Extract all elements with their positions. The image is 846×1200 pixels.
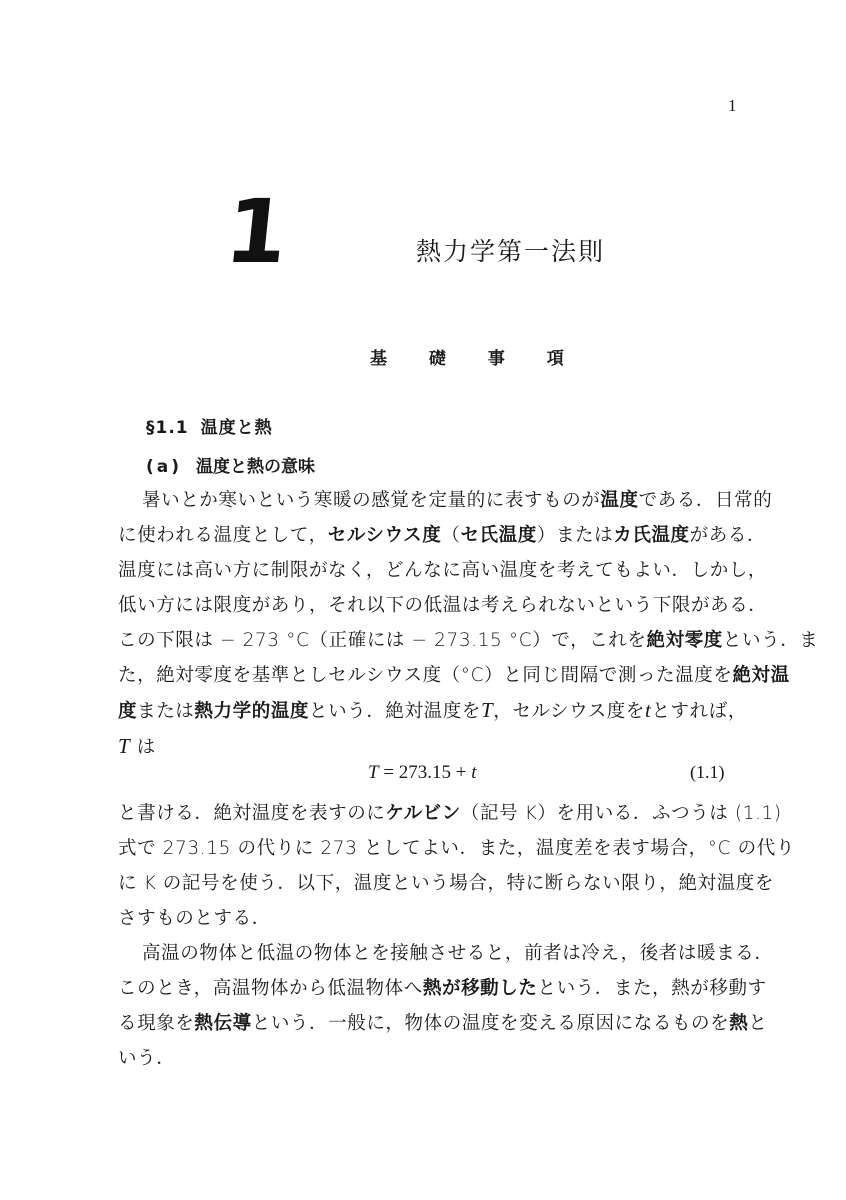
- text-line: 高温の物体と低温の物体とを接触させると，前者は冷え，後者は暖まる．: [142, 943, 774, 964]
- term-heat-transfer: 熱が移動した: [422, 978, 538, 999]
- text-line: さすものとする．: [118, 908, 271, 929]
- term-heat-conduction: 熱伝導: [194, 1013, 252, 1034]
- page-number: 1: [728, 96, 737, 115]
- text-line: 式で 273.15 の代りに 273 としてよい．また，温度差を表す場合，°C の代り: [118, 838, 795, 859]
- text-line: た，絶対零度を基準としセルシウス度（°C）と同じ間隔で測った温度を絶対温: [118, 665, 790, 686]
- term-celsius-alt: セ氏温度: [460, 525, 537, 546]
- paragraph-2: [118, 796, 795, 936]
- chapter-title: 熱力学第一法則: [416, 237, 606, 266]
- text-line: に K の記号を使う．以下，温度という場合，特に断らない限り，絶対温度を: [118, 873, 774, 894]
- text-line: に使われる温度として，セルシウス度（セ氏温度）またはカ氏温度がある．: [118, 525, 767, 546]
- term-celsius: セルシウス度: [327, 525, 442, 546]
- term-fahrenheit: カ氏温度: [613, 525, 690, 546]
- text-line: 度または熱力学的温度という．絶対温度をT，セルシウス度をtとすれば，: [118, 698, 747, 722]
- chapter-number: 1: [220, 180, 293, 283]
- text-line: このとき，高温物体から低温物体へ熱が移動したという．また，熱が移動す: [118, 978, 767, 999]
- term-absolute-temp-part2: 度: [118, 701, 138, 722]
- equation-number: (1.1): [690, 762, 725, 782]
- subsection-title: 温度と熱の意味: [196, 457, 316, 477]
- subsection-heading: [146, 452, 315, 477]
- text-line: る現象を熱伝導という．一般に，物体の温度を変える原因になるものを熱と: [118, 1013, 768, 1034]
- text-line: 暑いとか寒いという寒暖の感覚を定量的に表すものが温度である．日常的: [142, 490, 773, 511]
- equation-1-1: T = 273.15 + t: [368, 762, 477, 783]
- text-line: と書ける．絶対温度を表すのにケルビン（記号 K）を用いる．ふつうは (1.1): [118, 803, 782, 824]
- term-absolute-temp-part1: 絶対温: [732, 665, 790, 686]
- symbol-t: t: [645, 698, 652, 722]
- symbol-T: T: [480, 698, 494, 722]
- symbol-T: T: [118, 734, 131, 758]
- term-kelvin: ケルビン: [385, 803, 461, 824]
- text-line: いう．: [118, 1048, 176, 1069]
- term-heat: 熱: [729, 1013, 749, 1034]
- text-line: T は: [118, 734, 156, 758]
- subsection-label: (a): [146, 457, 183, 477]
- term-thermodynamic-temp: 熱力学的温度: [194, 701, 310, 722]
- section-group-heading: 基 礎 事 項: [370, 349, 582, 369]
- section-number: §1.1: [146, 418, 189, 438]
- paragraph-1: [118, 483, 819, 765]
- term-temperature: 温度: [600, 490, 639, 511]
- paragraph-3: [118, 936, 774, 1076]
- section-title: 温度と熱: [200, 418, 273, 438]
- text-line: 低い方には限度があり，それ以下の低温は考えられないという下限がある．: [118, 595, 768, 616]
- term-absolute-zero: 絶対零度: [646, 630, 723, 651]
- section-heading: [146, 413, 273, 438]
- text-line: 温度には高い方に制限がなく，どんなに高い温度を考えてもよい．しかし，: [118, 560, 768, 581]
- text-line: この下限は − 273 °C（正確には − 273.15 °C）で，これを絶対零度という．ま: [118, 630, 819, 651]
